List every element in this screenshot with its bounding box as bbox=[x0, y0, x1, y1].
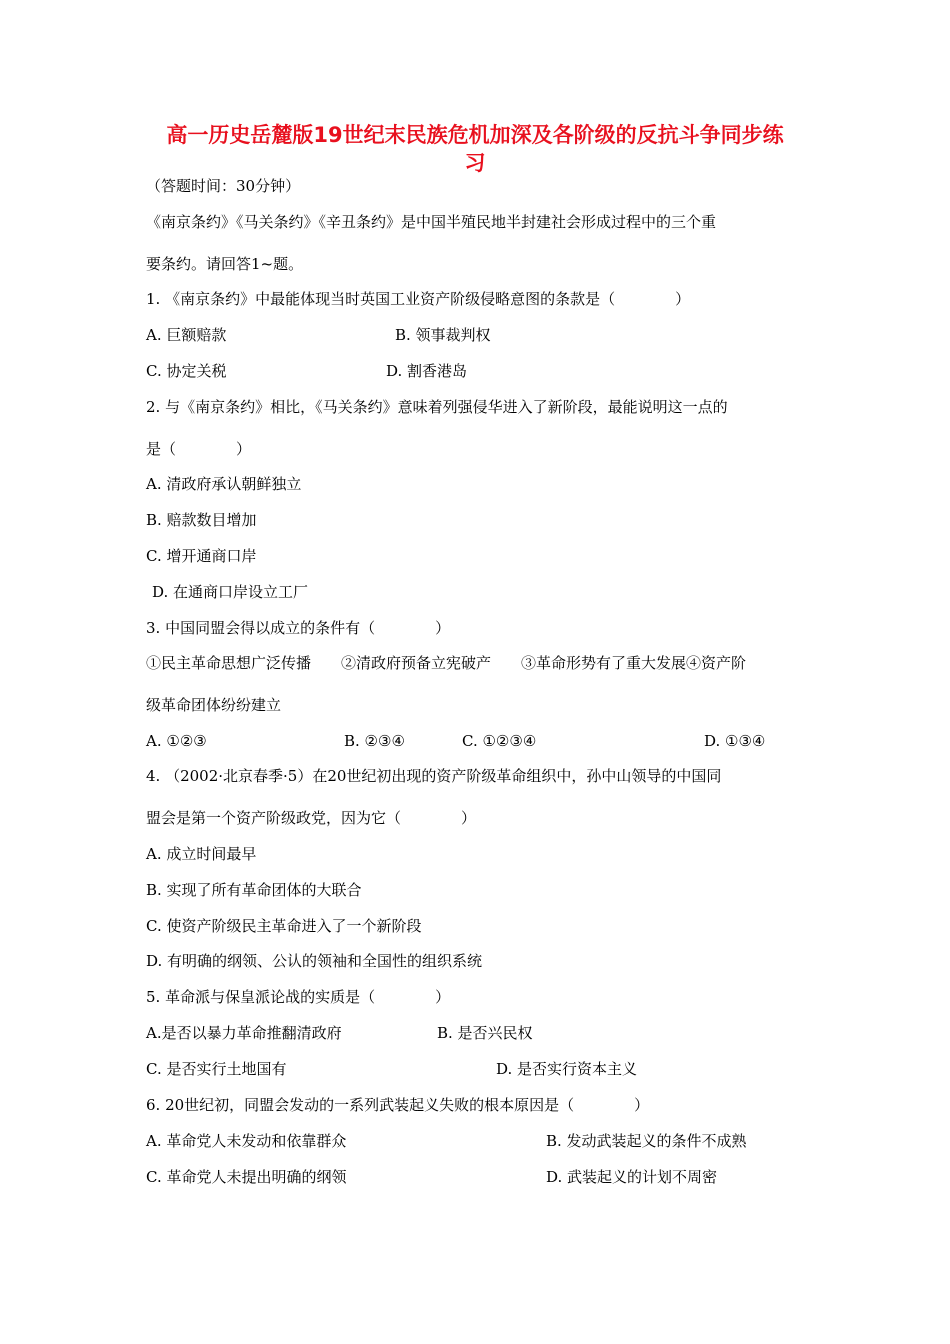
document-title-line-2: 习 bbox=[464, 151, 486, 175]
document-title-line-1: 高一历史岳麓版19世纪末民族危机加深及各阶级的反抗斗争同步练 bbox=[166, 123, 784, 147]
q4-stem-line-1: 4. （2002·北京春季·5）在20世纪初出现的资产阶级革命组织中，孙中山领导的中国同 bbox=[146, 767, 722, 785]
q2-stem-line-2: 是（ ） bbox=[146, 440, 252, 458]
q1-stem: 1. 《南京条约》中最能体现当时英国工业资产阶级侵略意图的条款是（ ） bbox=[146, 290, 691, 308]
q4-option-d: D. 有明确的纲领、公认的领袖和全国性的组织系统 bbox=[146, 952, 483, 970]
q5-stem: 5. 革命派与保皇派论战的实质是（ ） bbox=[146, 988, 451, 1006]
q5-option-a: A.是否以暴力革命推翻清政府 bbox=[146, 1024, 342, 1042]
q3-option-d: D. ①③④ bbox=[704, 732, 766, 750]
q2-option-d: D. 在通商口岸设立工厂 bbox=[152, 583, 309, 601]
q1-option-d: D. 割香港岛 bbox=[386, 362, 468, 380]
q6-option-d: D. 武装起义的计划不周密 bbox=[546, 1168, 718, 1186]
q4-stem-line-2: 盟会是第一个资产阶级政党，因为它（ ） bbox=[146, 809, 477, 827]
intro-line-1: 《南京条约》《马关条约》《辛丑条约》是中国半殖民地半封建社会形成过程中的三个重 bbox=[146, 213, 717, 231]
q2-option-a: A. 清政府承认朝鲜独立 bbox=[146, 475, 302, 493]
q5-option-b: B. 是否兴民权 bbox=[437, 1024, 533, 1042]
q4-option-a: A. 成立时间最早 bbox=[146, 845, 257, 863]
q1-option-b: B. 领事裁判权 bbox=[395, 326, 491, 344]
q3-stem: 3. 中国同盟会得以成立的条件有（ ） bbox=[146, 619, 451, 637]
q5-option-c: C. 是否实行土地国有 bbox=[146, 1060, 287, 1078]
q4-option-c: C. 使资产阶级民主革命进入了一个新阶段 bbox=[146, 917, 422, 935]
q6-option-b: B. 发动武装起义的条件不成熟 bbox=[546, 1132, 747, 1150]
q6-option-c: C. 革命党人未提出明确的纲领 bbox=[146, 1168, 347, 1186]
q2-option-b: B. 赔款数目增加 bbox=[146, 511, 257, 529]
q3-option-a: A. ①②③ bbox=[146, 732, 207, 750]
q3-items-line-1: ①民主革命思想广泛传播 ②清政府预备立宪破产 ③革命形势有了重大发展④资产阶 bbox=[146, 654, 747, 672]
q2-option-c: C. 增开通商口岸 bbox=[146, 547, 257, 565]
q3-items-line-2: 级革命团体纷纷建立 bbox=[146, 696, 282, 714]
intro-line-2: 要条约。请回答1~题。 bbox=[146, 255, 304, 273]
q6-option-a: A. 革命党人未发动和依靠群众 bbox=[146, 1132, 347, 1150]
q5-option-d: D. 是否实行资本主义 bbox=[496, 1060, 638, 1078]
q3-option-c: C. ①②③④ bbox=[462, 732, 537, 750]
q1-option-a: A. 巨额赔款 bbox=[146, 326, 227, 344]
q6-stem: 6. 20世纪初，同盟会发动的一系列武装起义失败的根本原因是（ ） bbox=[146, 1096, 650, 1114]
q2-stem-line-1: 2. 与《南京条约》相比，《马关条约》意味着列强侵华进入了新阶段，最能说明这一点的 bbox=[146, 398, 728, 416]
q1-option-c: C. 协定关税 bbox=[146, 362, 227, 380]
q4-option-b: B. 实现了所有革命团体的大联合 bbox=[146, 881, 362, 899]
time-note: （答题时间：30分钟） bbox=[146, 177, 301, 195]
q3-option-b: B. ②③④ bbox=[344, 732, 405, 750]
